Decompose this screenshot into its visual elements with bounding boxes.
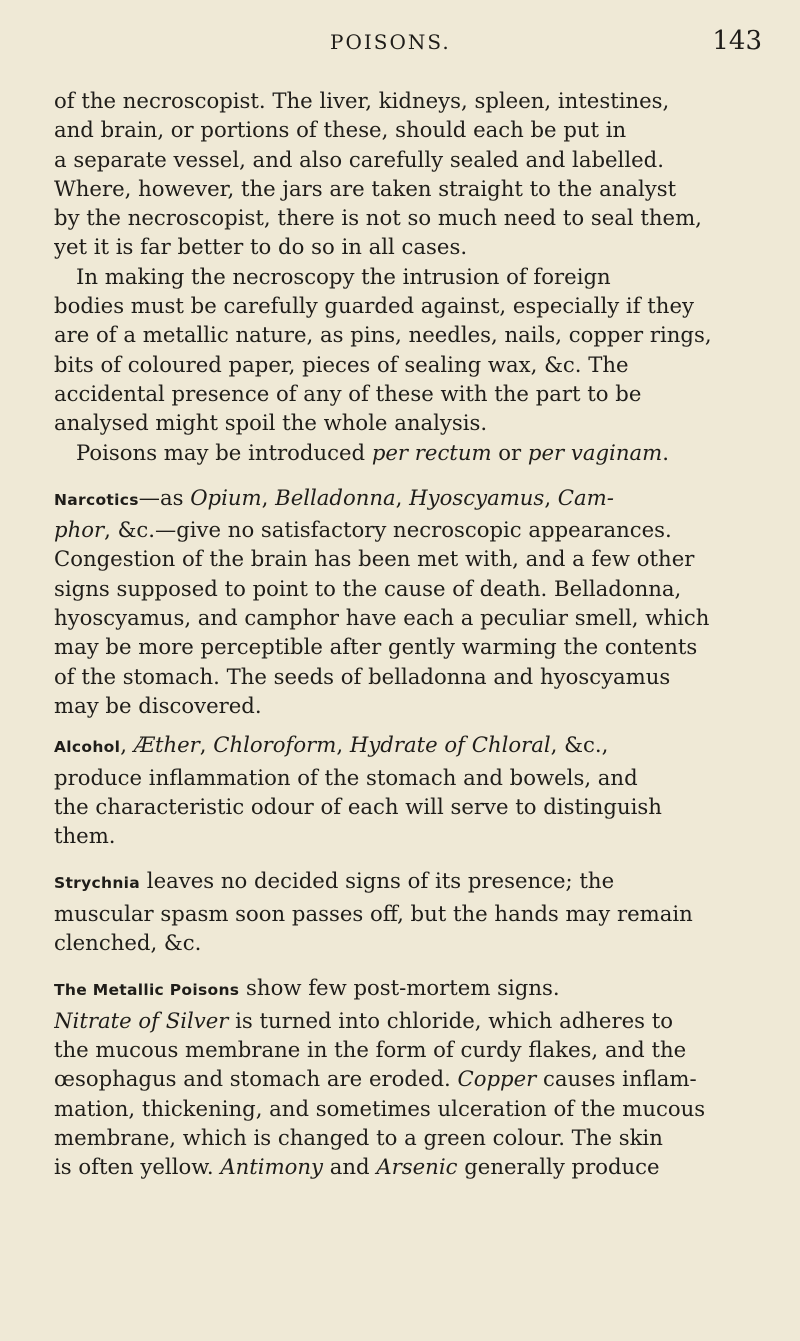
- italic-term: Opium: [190, 484, 262, 510]
- text-run: ,: [544, 484, 558, 510]
- text-line: yet it is far better to do so in all cases.: [54, 234, 468, 260]
- text-line: [54, 730, 760, 762]
- italic-term: Chloroform: [213, 732, 337, 758]
- text-line: membrane, which is changed to a green colour. The skin: [54, 1124, 663, 1150]
- text-line: [54, 515, 760, 544]
- section-alcohol: [54, 730, 760, 850]
- text-run: œsophagus and stomach are eroded.: [54, 1066, 458, 1092]
- text-line: may be more perceptible after gently warming the contents: [54, 634, 698, 660]
- section-narcotics: [54, 483, 760, 720]
- text-run: ,: [336, 732, 350, 758]
- text-run: ,: [395, 484, 410, 510]
- text-line: a separate vessel, and also carefully sealed and labelled.: [54, 146, 664, 172]
- text-run: ,: [261, 484, 276, 510]
- text-run: —as: [138, 484, 191, 510]
- italic-term: Cam-: [557, 484, 614, 510]
- text-run: ,: [199, 732, 214, 758]
- paragraph-3: [54, 438, 760, 467]
- text-run: show few post-mortem signs.: [239, 975, 560, 1001]
- text-line: bits of coloured paper, pieces of sealing wax, &c. The: [54, 351, 629, 377]
- italic-term: Nitrate of Silver: [54, 1007, 229, 1033]
- italic-term: Belladonna: [275, 484, 396, 510]
- text-line: [54, 1152, 760, 1181]
- running-title: POISONS.: [330, 30, 451, 54]
- section-strychnia: [54, 866, 760, 957]
- text-line: muscular spasm soon passes off, but the hands may remain: [54, 900, 693, 926]
- text-line: produce inflammation of the stomach and bowels, and: [54, 764, 638, 790]
- text-line: by the necroscopist, there is not so much need to seal them,: [54, 205, 702, 231]
- text-run: is often yellow.: [54, 1154, 221, 1180]
- text-line: the mucous membrane in the form of curdy flakes, and the: [54, 1036, 687, 1062]
- text-line: [54, 866, 760, 898]
- italic-term: Antimony: [220, 1154, 324, 1180]
- italic-term: Hyoscyamus: [409, 484, 545, 510]
- text-line: bodies must be carefully guarded against, especially if they: [54, 293, 694, 319]
- text-line: the characteristic odour of each will serve to distinguish: [54, 793, 662, 819]
- italic-term: per rectum: [371, 439, 492, 465]
- italic-term: Copper: [457, 1066, 537, 1092]
- paragraph-2: [54, 262, 760, 438]
- section-heading: Strychnia: [54, 874, 141, 893]
- text-run: and: [323, 1154, 377, 1180]
- text-line: may be discovered.: [54, 692, 262, 718]
- text-run: , &c.—give no satisfactory necroscopic appearances.: [104, 517, 672, 543]
- text-line: Congestion of the brain has been met with, and a few other: [54, 546, 695, 572]
- text-run: is turned into chloride, which adheres to: [228, 1007, 673, 1033]
- section-metallic-poisons: [54, 973, 760, 1181]
- italic-term: Arsenic: [376, 1154, 458, 1180]
- text-line: and brain, or portions of these, should each be put in: [54, 117, 627, 143]
- text-run: Poisons may be introduced: [76, 439, 372, 465]
- text-run: or: [491, 439, 528, 465]
- text-line: Where, however, the jars are taken straight to the analyst: [54, 175, 677, 201]
- paragraph-1: [54, 86, 760, 262]
- text-run: ,: [120, 732, 134, 758]
- running-head: [0, 22, 800, 62]
- section-heading: Alcohol: [54, 738, 121, 757]
- text-line: accidental presence of any of these with the part to be: [54, 380, 642, 406]
- text-line: of the stomach. The seeds of belladonna and hyoscyamus: [54, 663, 671, 689]
- italic-term: phor: [54, 517, 105, 543]
- italic-term: Æther: [133, 732, 200, 758]
- text-run: , &c.,: [550, 732, 609, 758]
- text-line: signs supposed to point to the cause of death. Belladonna,: [54, 575, 682, 601]
- text-line: clenched, &c.: [54, 930, 202, 956]
- text-line: are of a metallic nature, as pins, needles, nails, copper rings,: [54, 322, 712, 348]
- text-line: [54, 973, 760, 1005]
- text-line: of the necroscopist. The liver, kidneys, spleen, intestines,: [54, 88, 670, 113]
- text-line: [54, 438, 760, 467]
- text-run: causes inflam-: [536, 1066, 697, 1092]
- page-number: 143: [712, 26, 762, 56]
- text-line: [54, 1006, 760, 1035]
- section-heading: Narcotics: [54, 490, 139, 509]
- italic-term: per vaginam: [527, 439, 663, 465]
- italic-term: Hydrate of Chloral: [349, 732, 551, 758]
- text-line: [54, 483, 760, 515]
- section-heading: The Metallic Poisons: [54, 981, 240, 1000]
- text-line: [54, 1064, 760, 1093]
- text-line: mation, thickening, and sometimes ulceration of the mucous: [54, 1095, 706, 1121]
- text-run: .: [662, 439, 669, 465]
- text-line: them.: [54, 823, 116, 849]
- text-run: leaves no decided signs of its presence; the: [140, 868, 615, 894]
- body-text: [54, 86, 760, 1181]
- text-line: analysed might spoil the whole analysis.: [54, 410, 488, 436]
- text-run: generally produce: [457, 1154, 660, 1180]
- text-line: In making the necroscopy the intrusion of foreign: [76, 263, 611, 289]
- text-line: hyoscyamus, and camphor have each a peculiar smell, which: [54, 605, 710, 631]
